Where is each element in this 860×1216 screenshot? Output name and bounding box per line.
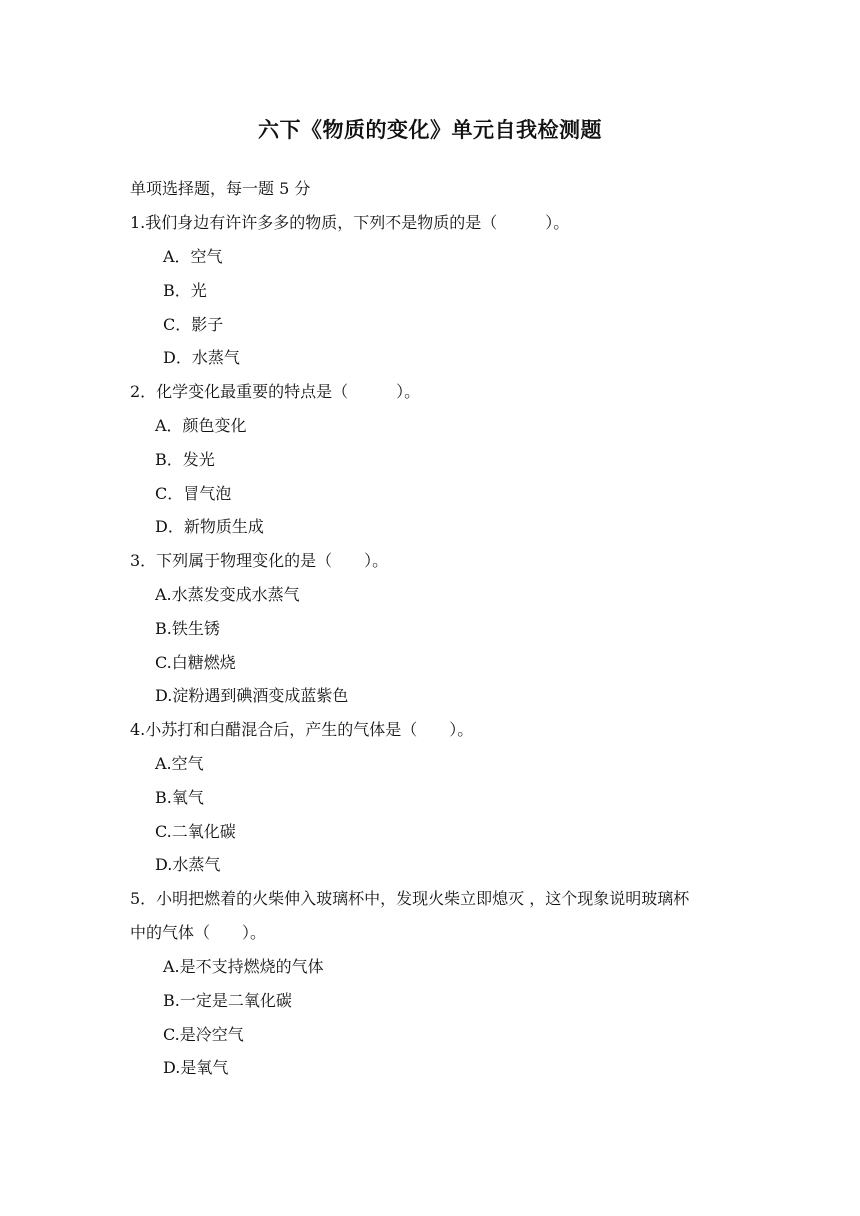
question-4-option-b: B.氧气 — [155, 788, 204, 807]
question-3-option-a: A.水蒸发变成水蒸气 — [155, 585, 300, 604]
question-3-option-b: B.铁生锈 — [155, 619, 220, 638]
question-4-option-a: A.空气 — [155, 754, 204, 773]
question-1-option-d: D．水蒸气 — [163, 348, 240, 367]
question-2-option-b: B．发光 — [155, 450, 215, 469]
question-2-option-d: D．新物质生成 — [155, 517, 264, 536]
question-2-option-a: A．颜色变化 — [155, 416, 247, 435]
question-5-option-a: A.是不支持燃烧的气体 — [163, 957, 324, 976]
page-title: 六下《物质的变化》单元自我检测题 — [258, 118, 602, 142]
question-4-option-c: C.二氧化碳 — [155, 822, 236, 841]
question-5-option-d: D.是氧气 — [163, 1058, 229, 1077]
question-3-option-c: C.白糖燃烧 — [155, 653, 236, 672]
question-5-stem-line-2: 中的气体（ ）。 — [130, 923, 267, 942]
question-2-stem: 2．化学变化最重要的特点是（ ）。 — [130, 382, 421, 401]
question-3-option-d: D.淀粉遇到碘酒变成蓝紫色 — [155, 686, 349, 705]
question-1-stem: 1.我们身边有许许多多的物质，下列不是物质的是（ ）。 — [130, 213, 570, 232]
question-4-option-d: D.水蒸气 — [155, 855, 221, 874]
question-2-option-c: C．冒气泡 — [155, 484, 232, 503]
question-1-option-c: C．影子 — [163, 315, 224, 334]
question-5-stem-line-1: 5．小明把燃着的火柴伸入玻璃杯中，发现火柴立即熄灭 ，这个现象说明玻璃杯 — [130, 889, 690, 908]
section-heading: 单项选择题，每一题 5 分 — [130, 179, 311, 198]
question-3-stem: 3．下列属于物理变化的是（ ）。 — [130, 551, 389, 570]
question-5-option-c: C.是冷空气 — [163, 1025, 244, 1044]
question-5-option-b: B.一定是二氧化碳 — [163, 991, 292, 1010]
question-1-option-a: A．空气 — [163, 247, 223, 266]
question-4-stem: 4.小苏打和白醋混合后，产生的气体是（ ）。 — [130, 720, 474, 739]
question-1-option-b: B．光 — [163, 281, 207, 300]
